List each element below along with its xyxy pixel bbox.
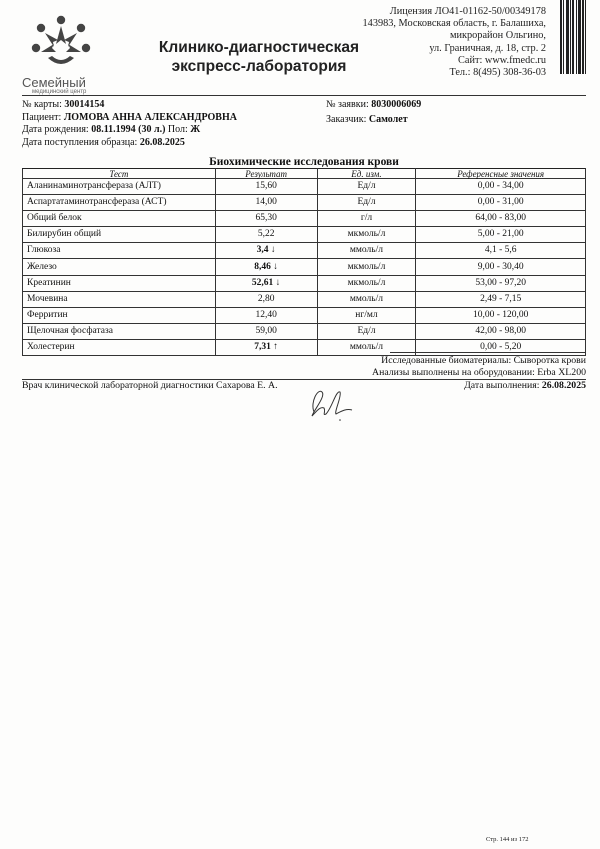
table-row — [23, 259, 586, 275]
cell-test: Глюкоза — [23, 243, 216, 259]
cell-unit: Ед/л — [317, 179, 416, 195]
cell-test: Креатинин — [23, 275, 216, 291]
table-row — [23, 179, 586, 195]
cell-unit: нг/мл — [317, 307, 416, 323]
header-result: Результат — [215, 169, 317, 179]
patient-name: ЛОМОВА АННА АЛЕКСАНДРОВНА — [63, 111, 237, 123]
dob-value: 08.11.1994 (30 л.) — [91, 124, 166, 135]
header-divider — [22, 95, 586, 96]
cell-ref: 42,00 - 98,00 — [416, 323, 586, 339]
license: Лицензия ЛО41-01162-50/00349178 — [389, 6, 546, 17]
order-info — [326, 99, 421, 126]
cell-ref: 0,00 - 34,00 — [416, 179, 586, 195]
doctor-name: Врач клинической лабораторной диагностики Сахарова Е. А. — [22, 380, 278, 391]
client-row — [326, 114, 421, 127]
cell-test: Билирубин общий — [23, 227, 216, 243]
done-value: 26.08.2025 — [541, 380, 586, 391]
table-row — [23, 339, 586, 355]
done-label: Дата выполнения: — [464, 380, 540, 391]
barcode — [560, 0, 586, 74]
table-row — [23, 211, 586, 227]
card-number-row — [22, 99, 237, 112]
cell-test: Щелочная фосфатаза — [23, 323, 216, 339]
cell-result: 12,40 — [215, 307, 317, 323]
cell-ref: 5,00 - 21,00 — [416, 227, 586, 243]
cell-test: Аланинаминотрансфераза (АЛТ) — [23, 179, 216, 195]
cell-ref: 0,00 - 5,20 — [416, 339, 586, 355]
table-row — [23, 227, 586, 243]
lab-title-line1: Клинико-диагностическая — [158, 39, 360, 56]
lab-contacts — [360, 6, 546, 79]
footer-divider-short — [390, 352, 586, 353]
card-label: № карты: — [22, 99, 62, 110]
sex-value: Ж — [190, 124, 201, 135]
cell-result: 7,31 ↑ — [215, 339, 317, 355]
cell-result: 14,00 — [215, 195, 317, 211]
cell-unit: Ед/л — [317, 195, 416, 211]
sex-label: Пол: — [167, 124, 188, 135]
lab-notes — [300, 355, 586, 379]
patient-info — [22, 99, 237, 149]
website: Сайт: www.fmedc.ru — [458, 54, 546, 66]
patient-name-row — [22, 112, 237, 125]
table-row — [23, 195, 586, 211]
table-row — [23, 307, 586, 323]
phone: Тел.: 8(495) 308-36-03 — [449, 67, 546, 79]
table-title: Биохимические исследования крови — [209, 156, 399, 168]
cell-ref: 2,49 - 7,15 — [416, 291, 586, 307]
cell-unit: мкмоль/л — [317, 259, 416, 275]
logo-name: Семейный — [22, 75, 86, 90]
cell-result: 52,61 ↓ — [215, 275, 317, 291]
cell-ref: 0,00 - 31,00 — [416, 195, 586, 211]
cell-test: Аспартатаминотрансфераза (АСТ) — [23, 195, 216, 211]
done-date-row — [380, 380, 586, 392]
cell-unit: г/л — [317, 211, 416, 227]
order-label: № заявки: — [326, 99, 369, 110]
cell-test: Общий белок — [23, 211, 216, 227]
order-value: 8030006069 — [371, 99, 422, 110]
lab-title — [124, 38, 394, 76]
address-line3: ул. Граничная, д. 18, стр. 2 — [429, 42, 546, 54]
equipment: Анализы выполнены на оборудовании: Erba XL200 — [372, 367, 586, 378]
patient-label: Пациент: — [22, 111, 62, 123]
header-test: Тест — [23, 169, 216, 179]
cell-result: 65,30 — [215, 211, 317, 227]
cell-ref: 53,00 - 97,20 — [416, 275, 586, 291]
page-number: Стр. 144 из 172 — [486, 836, 529, 843]
cell-ref: 10,00 - 120,00 — [416, 307, 586, 323]
dob-row — [22, 124, 237, 137]
lab-title-line2: экспресс-лаборатория — [171, 58, 347, 75]
cell-ref: 64,00 - 83,00 — [416, 211, 586, 227]
header-unit: Ед. изм. — [317, 169, 416, 179]
cell-test: Железо — [23, 259, 216, 275]
cell-ref: 9,00 - 30,40 — [416, 259, 586, 275]
cell-result: 8,46 ↓ — [215, 259, 317, 275]
cell-ref: 4,1 - 5,6 — [416, 243, 586, 259]
received-row — [22, 137, 237, 150]
order-row — [326, 99, 421, 112]
client-label: Заказчик: — [326, 113, 367, 125]
header-ref: Референсные значения — [416, 169, 586, 179]
biomaterial: Исследованные биоматериалы: Сыворотка крови — [381, 355, 586, 366]
table-row — [23, 275, 586, 291]
card-value: 30014154 — [64, 99, 105, 110]
cell-result: 5,22 — [215, 227, 317, 243]
cell-unit: Ед/л — [317, 323, 416, 339]
cell-test: Холестерин — [23, 339, 216, 355]
cell-unit: ммоль/л — [317, 339, 416, 355]
cell-test: Мочевина — [23, 291, 216, 307]
cell-result: 3,4 ↓ — [215, 243, 317, 259]
address-line2: микрорайон Ольгино, — [449, 30, 546, 42]
cell-result: 59,00 — [215, 323, 317, 339]
cell-unit: мкмоль/л — [317, 227, 416, 243]
address-line1: 143983, Московская область, г. Балашиха, — [362, 18, 546, 30]
table-row — [23, 291, 586, 307]
received-label: Дата поступления образца: — [22, 136, 138, 148]
table-row — [23, 323, 586, 339]
clinic-logo — [26, 14, 96, 74]
cell-test: Ферритин — [23, 307, 216, 323]
logo-subtitle: медицинский центр — [32, 89, 87, 95]
dob-label: Дата рождения: — [22, 124, 89, 135]
client-value: Самолет — [368, 113, 408, 125]
cell-unit: ммоль/л — [317, 291, 416, 307]
table-header-row — [23, 169, 586, 179]
results-table — [22, 168, 586, 356]
cell-unit: ммоль/л — [317, 243, 416, 259]
cell-result: 15,60 — [215, 179, 317, 195]
doctor-signature — [300, 382, 360, 422]
cell-result: 2,80 — [215, 291, 317, 307]
cell-unit: мкмоль/л — [317, 275, 416, 291]
received-value: 26.08.2025 — [139, 136, 185, 148]
table-row — [23, 243, 586, 259]
